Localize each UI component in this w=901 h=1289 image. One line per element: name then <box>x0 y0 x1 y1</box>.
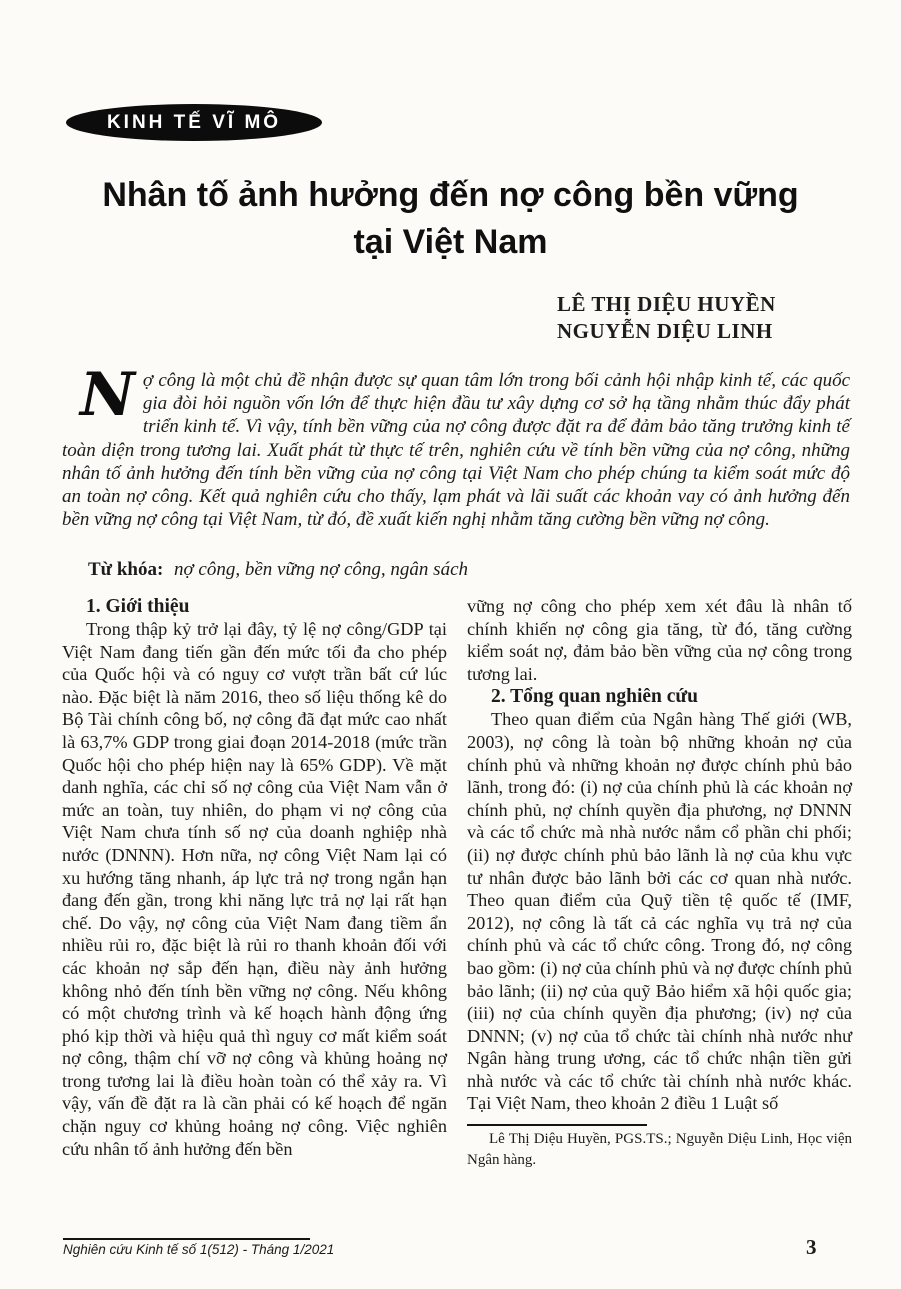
category-badge-label: KINH TẾ VĨ MÔ <box>106 111 282 133</box>
body-columns <box>62 595 852 1171</box>
keywords-line <box>62 559 850 581</box>
left-column <box>62 595 447 1171</box>
footnote-divider <box>467 1124 647 1126</box>
section-1-paragraph: Trong thập kỷ trở lại đây, tỷ lệ nợ công/GDP tại Việt Nam đang tiến gần đến mức tối đa cho phép của Quốc hội và có nguy cơ vượt trần bất cứ lúc nào. Đặc biệt là năm 2016, theo số liệu thống kê do Bộ Tài chính công bố, nợ công đã đạt mức cao nhất là 63,7% GDP trong giai đoạn 2014-2018 (mức trần Quốc hội cho phép hiện nay là 65% GDP). Về mặt danh nghĩa, các chỉ số nợ công của Việt Nam vẫn ở mức an toàn, tuy nhiên, do phạm vi nợ công của Việt Nam chưa tính số nợ của doanh nghiệp nhà nước (DNNN). Hơn nữa, nợ công Việt Nam lại có xu hướng tăng nhanh, áp lực trả nợ trong ngắn hạn đang đến gần, trong khi năng lực trả nợ lại rất hạn chế. Do vậy, nợ công của Việt Nam đang tiềm ẩn nhiều rủi ro, đặc biệt là rủi ro thanh khoản đối với các khoản nợ sắp đến hạn, điều này ảnh hưởng không nhỏ đến tính bền vững nợ công. Nếu không có một chương trình và kế hoạch hành động ứng phó kịp thời và hiệu quả thì nguy cơ mất kiểm soát nợ công, thậm chí vỡ nợ công và khủng hoảng nợ trong tương lai là điều hoàn toàn có thể xảy ra. Vì vậy, vấn đề đặt ra là cần phải có kế hoạch để ngăn chặn nguy cơ khủng hoảng nợ công. Việc nghiên cứu nhân tố ảnh hưởng đến bền <box>62 619 447 1159</box>
section-2-paragraph: Theo quan điểm của Ngân hàng Thế giới (WB, 2003), nợ công là toàn bộ những khoản nợ của chính phủ và những khoản nợ được chính phủ bảo lãnh, trong đó: (i) nợ của chính phủ là các khoản nợ chính phủ, nợ chính quyền địa phương, nợ DNNN và các tổ chức mà nhà nước nắm cổ phần chi phối; (ii) nợ được chính phủ bảo lãnh là nợ của khu vực tư nhân được bảo lãnh bởi các cơ quan nhà nước. Theo quan điểm của Quỹ tiền tệ quốc tế (IMF, 2012), nợ công là tất cả các nghĩa vụ trả nợ của chính phủ và các tổ chức công. Trong đó, nợ công bao gồm: (i) nợ của chính phủ và nợ được chính phủ bảo lãnh; (ii) nợ của quỹ Bảo hiểm xã hội quốc gia; (iii) nợ của chính quyền địa phương; (iv) nợ của DNNN; (v) nợ của tổ chức tài chính nhà nước như Ngân hàng trung ương, các tổ chức nhận tiền gửi nhà nước và các tổ chức tài chính nhà nước khác. Tại Việt Nam, theo khoản 2 điều 1 Luật số <box>467 709 852 1114</box>
author-name-1: LÊ THỊ DIỆU HUYỀN <box>557 292 776 316</box>
author-block <box>557 291 776 345</box>
footer-divider <box>63 1238 310 1240</box>
article-title-line1: Nhân tố ảnh hưởng đến nợ công bền vững <box>102 176 799 214</box>
category-badge <box>66 104 322 141</box>
page-number: 3 <box>806 1235 817 1259</box>
article-title-line2: tại Việt Nam <box>353 223 548 261</box>
article-title <box>0 172 901 266</box>
abstract-drop-cap: N <box>80 360 135 430</box>
journal-info: Nghiên cứu Kinh tế số 1(512) - Tháng 1/2021 <box>63 1242 335 1257</box>
keywords-text: nợ công, bền vững nợ công, ngân sách <box>174 559 468 580</box>
continuation-paragraph: vững nợ công cho phép xem xét đâu là nhân tố chính khiến nợ công gia tăng, từ đó, tăng cường kiểm soát nợ, đảm bảo bền vững của nợ công trong tương lai. <box>467 596 852 684</box>
abstract-text: ợ công là một chủ đề nhận được sự quan tâm lớn trong bối cảnh hội nhập kinh tế, các quốc gia đòi hỏi nguồn vốn lớn để thực hiện đầu tư xây dựng cơ sở hạ tầng nhằm thúc đẩy phát triển kinh tế. Vì vậy, tính bền vững của nợ công được đặt ra để đảm bảo tăng trưởng kinh tế toàn diện trong tương lai. Xuất phát từ thực tế trên, nghiên cứu về tính bền vững của nợ công, những nhân tố ảnh hưởng đến tính bền vững của nợ công tại Việt Nam cho phép chúng ta kiểm soát mức độ an toàn nợ công. Kết quả nghiên cứu cho thấy, lạm phát và lãi suất các khoản vay có ảnh hưởng đến bền vững nợ công tại Việt Nam, từ đó, đề xuất kiến nghị nhằm tăng cường bền vững nợ công. <box>62 370 850 531</box>
author-name-2: NGUYỄN DIỆU LINH <box>557 319 773 343</box>
footnote <box>467 1124 852 1171</box>
footnote-text: Lê Thị Diệu Huyền, PGS.TS.; Nguyễn Diệu Linh, Học viện Ngân hàng. <box>467 1131 852 1169</box>
keywords-label: Từ khóa: <box>88 559 164 580</box>
section-1-heading: 1. Giới thiệu <box>86 596 190 617</box>
section-2-heading: 2. Tổng quan nghiên cứu <box>491 686 698 708</box>
abstract <box>62 360 850 531</box>
right-column <box>467 595 852 1171</box>
journal-footer <box>63 1238 335 1257</box>
